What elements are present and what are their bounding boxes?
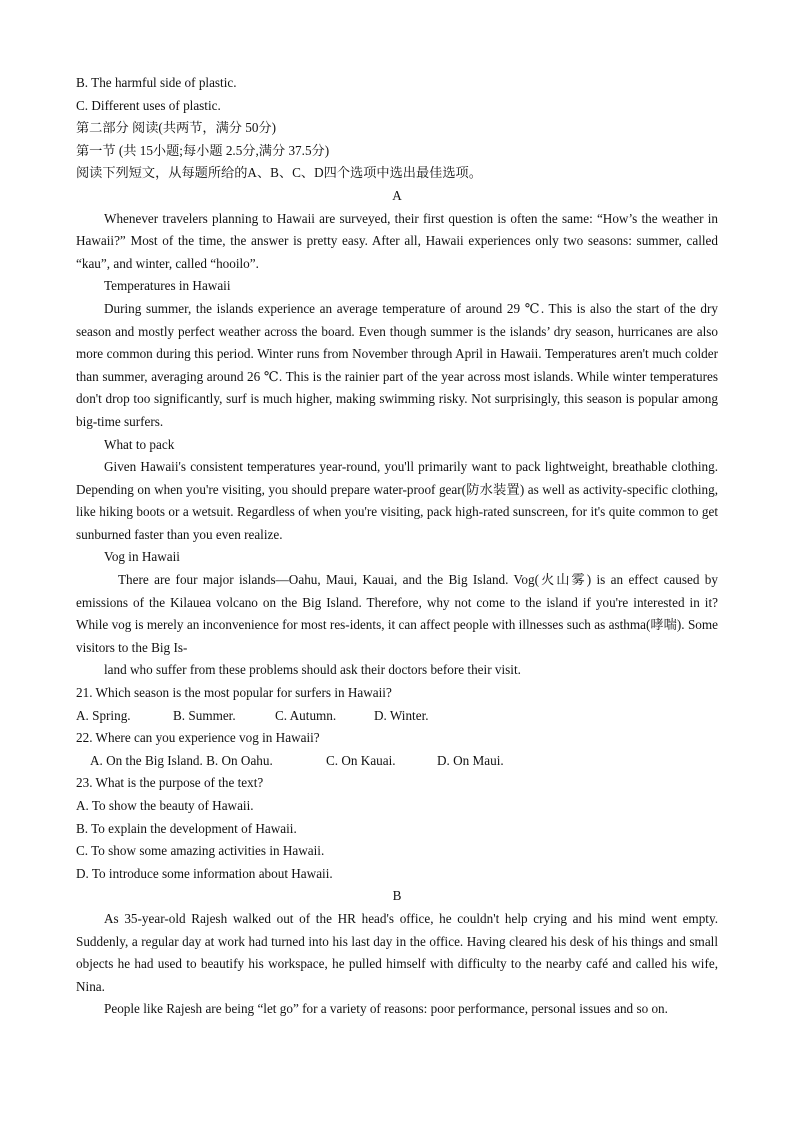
passage-a-subheading-pack: What to pack (104, 436, 175, 452)
question-21-stem: 21. Which season is the most popular for surfers in Hawaii? (76, 685, 392, 701)
passage-a-paragraph-4-continued: land who suffer from these problems should ask their doctors before their visit. (104, 662, 521, 678)
question-22-option-a-b: A. On the Big Island. B. On Oahu. (90, 752, 273, 768)
reading-instruction: 阅读下列短文，从每题所给的A、B、C、D四个选项中选出最佳选项。 (76, 165, 482, 181)
previous-option-b: B. The harmful side of plastic. (76, 75, 237, 90)
exam-text (76, 72, 718, 1021)
question-23-option-c: C. To show some amazing activities in Hawaii. (76, 843, 325, 859)
question-21-option-a: A. Spring. (76, 707, 131, 723)
passage-a-paragraph-1: Whenever travelers planning to Hawaii are surveyed, their first question is often the same: “How’s the weather in Hawaii?” Most of the time, the answer is pretty easy. After all, Hawaii experiences only two seasons: summer, called “kau”, and winter, called “hooilo”. (76, 210, 718, 271)
section1-heading: 第一节 (共 15小题;每小题 2.5分,满分 37.5分) (76, 142, 330, 158)
passage-a-paragraph-2: During summer, the islands experience an average temperature of around 29 ℃. This is also the start of the dry season and mostly perfect weather across the board. Even though summer is the islands’ dry season, hurricanes are also more common during this period. Winter runs from November through April in Hawaii. Temperatures aren't much colder than summer, averaging around 26 ℃. This is the rainier part of the year across most islands. While winter temperatures don't drop too significantly, surf is much higher, making swimming risky. Not surprisingly, this season is popular among big-time surfers. (76, 300, 718, 429)
question-23-option-a: A. To show the beauty of Hawaii. (76, 798, 254, 813)
passage-a-subheading-vog: Vog in Hawaii (104, 549, 180, 565)
question-23-option-d: D. To introduce some information about Hawaii. (76, 865, 333, 881)
question-21-option-c: C. Autumn. (275, 707, 337, 723)
part2-heading: 第二部分 阅读(共两节，满分 50分) (76, 120, 277, 136)
passage-a-label: A (392, 187, 402, 203)
passage-b-paragraph-2: People like Rajesh are being “let go” for a variety of reasons: poor performance, personal issues and so on. (104, 1001, 668, 1017)
question-23-stem: 23. What is the purpose of the text? (76, 775, 264, 791)
passage-a-paragraph-3: Given Hawaii's consistent temperatures year-round, you'll primarily want to pack lightweight, breathable clothing. Depending on when you're visiting, you should prepare water-proof gear(防水装置) as well as activity-specific clothing, like hiking boots or a wetsuit. Regardless of when you're visiting, pack high-rated sunscreen, for it's quite common to get sunburned faster than you even realize. (76, 459, 718, 542)
question-21-option-b: B. Summer. (173, 707, 236, 723)
passage-a-subheading-temperatures: Temperatures in Hawaii (104, 278, 231, 294)
passage-b-label: B (392, 888, 402, 904)
question-21-options (76, 705, 718, 728)
passage-b-paragraph-1: As 35-year-old Rajesh walked out of the HR head's office, he couldn't help crying and his mind went empty. Suddenly, a regular day at work had turned into his last day in the office. Having cleared his desk of his things and small objects he had used to beautify his workspace, he pulled himself with difficulty to the nearby café and called his wife, Nina. (76, 910, 718, 994)
question-22-stem: 22. Where can you experience vog in Hawaii? (76, 730, 320, 746)
previous-option-c: C. Different uses of plastic. (76, 97, 221, 113)
question-21-option-d: D. Winter. (374, 707, 429, 723)
question-22-options (76, 750, 718, 773)
question-23-option-b: B. To explain the development of Hawaii. (76, 820, 297, 836)
passage-a-paragraph-4: There are four major islands—Oahu, Maui, Kauai, and the Big Island. Vog(火山雾) is an effect caused by emissions of the Kilauea volcano on the Big Island. Therefore, why not come to the island if you're interested in it? While vog is merely an inconvenience for most res-idents, it can affect people with illnesses such as asthma(哮喘). Some visitors to the Big Is- (76, 572, 718, 655)
question-22-option-d: D. On Maui. (437, 752, 504, 768)
question-22-option-c: C. On Kauai. (326, 752, 396, 768)
